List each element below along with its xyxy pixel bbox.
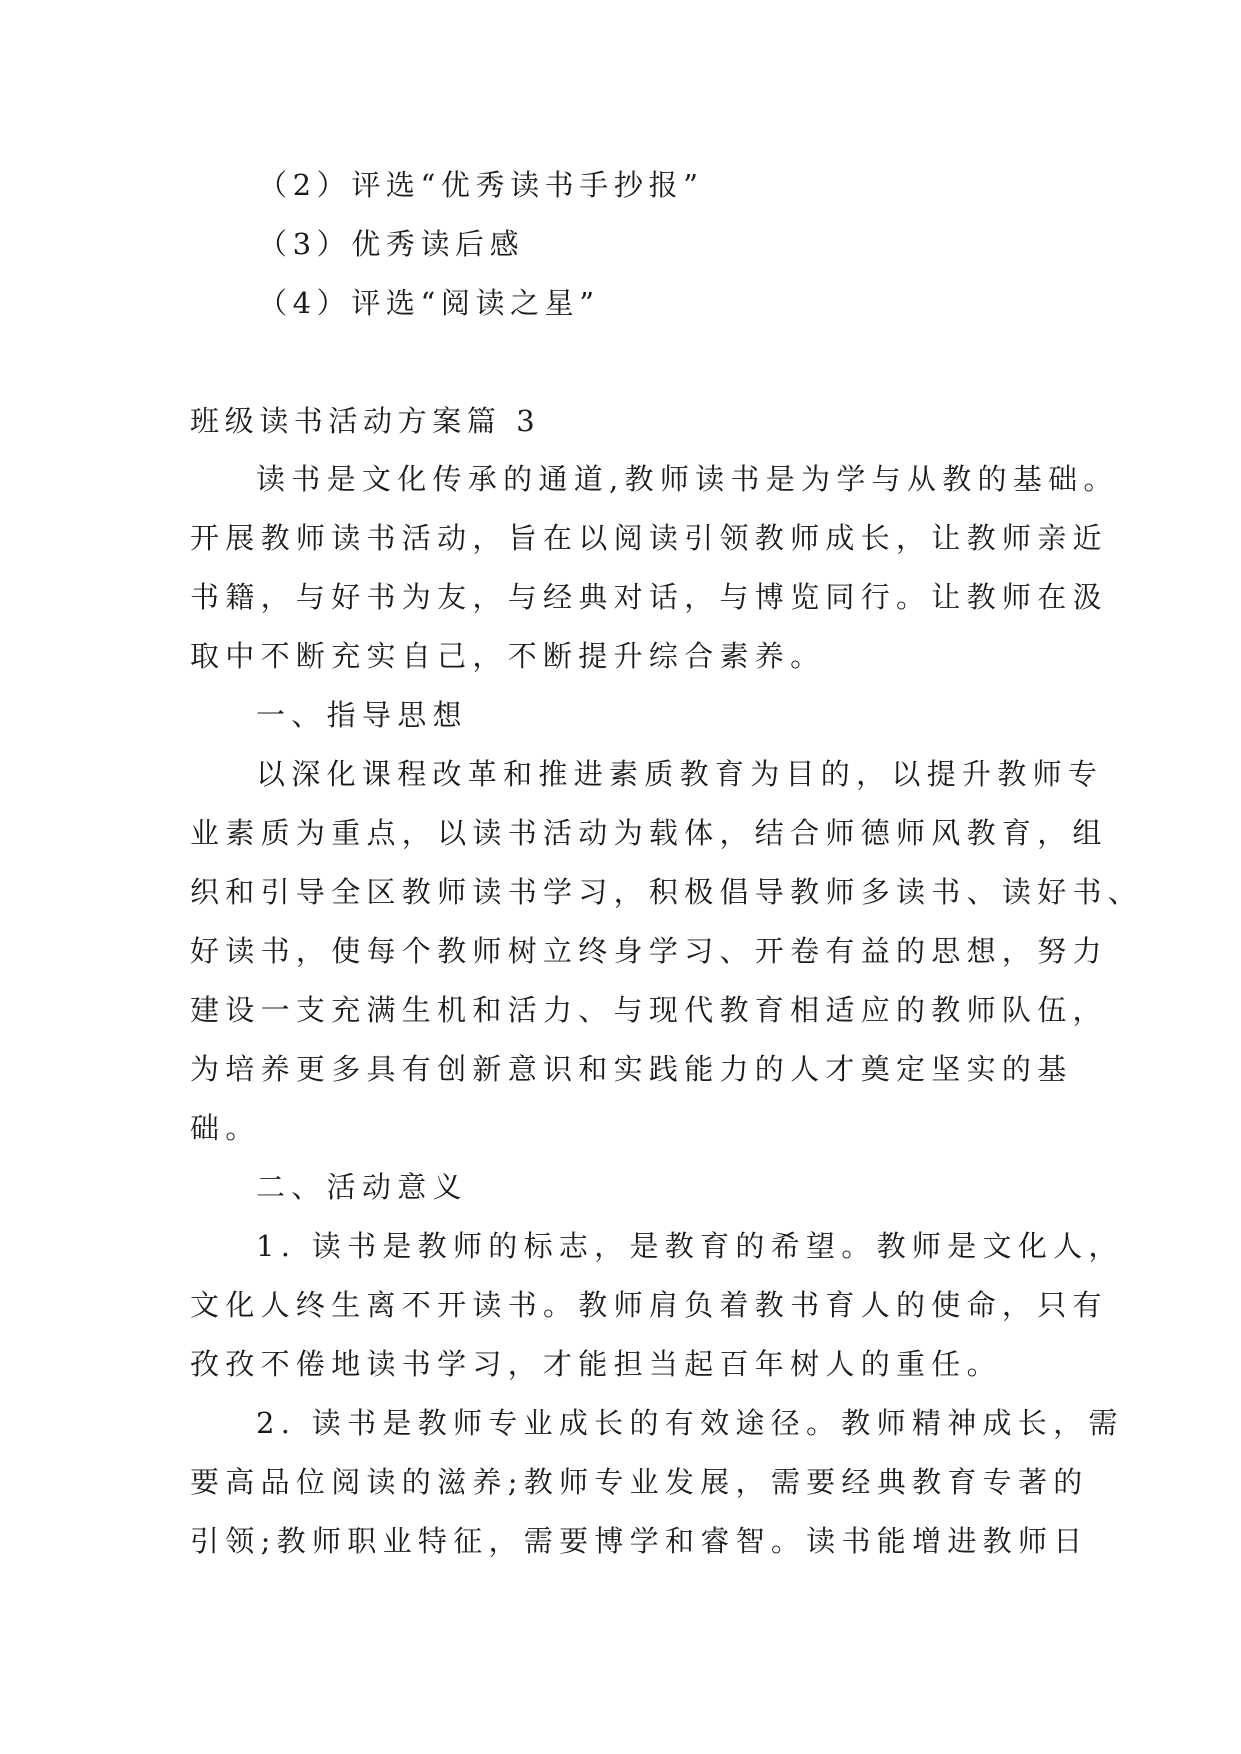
paragraph-line: 2. 读书是教师专业成长的有效途径。教师精神成长，需 (256, 1406, 1124, 1440)
paragraph-line: 文化人终生离不开读书。教师肩负着教书育人的使命，只有 (190, 1288, 1108, 1322)
paragraph-line: 好读书，使每个教师树立终身学习、开卷有益的思想，努力 (190, 934, 1108, 968)
list-item: （4）评选“阅读之星” (258, 286, 600, 320)
paragraph-line: 开展教师读书活动，旨在以阅读引领教师成长，让教师亲近 (190, 521, 1108, 555)
paragraph-line: 1. 读书是教师的标志，是教育的希望。教师是文化人， (256, 1229, 1124, 1263)
paragraph-line: 织和引导全区教师读书学习，积极倡导教师多读书、读好书、 (190, 875, 1144, 909)
list-item: （3）优秀读后感 (258, 227, 525, 261)
paragraph-line: 础。 (190, 1111, 261, 1145)
paragraph-line: 以深化课程改革和推进素质教育为目的，以提升教师专 (256, 757, 1104, 791)
paragraph-line: 业素质为重点，以读书活动为载体，结合师德师风教育，组 (190, 816, 1108, 850)
paragraph-line: 取中不断充实自己，不断提升综合素养。 (190, 639, 826, 673)
section-heading: 二、活动意义 (256, 1170, 468, 1204)
paragraph-line: 孜孜不倦地读书学习，才能担当起百年树人的重任。 (190, 1347, 1002, 1381)
paragraph-line: 要高品位阅读的滋养;教师专业发展，需要经典教育专著的 (190, 1465, 1089, 1499)
paragraph-line: 建设一支充满生机和活力、与现代教育相适应的教师队伍， (190, 993, 1108, 1027)
section-title: 班级读书活动方案篇 3 (190, 404, 541, 438)
section-heading: 一、指导思想 (256, 698, 468, 732)
paragraph-line: 引领;教师职业特征，需要博学和睿智。读书能增进教师日 (190, 1524, 1089, 1558)
list-item: （2）评选“优秀读书手抄报” (258, 168, 704, 202)
paragraph-line: 书籍，与好书为友，与经典对话，与博览同行。让教师在汲 (190, 580, 1108, 614)
paragraph-line: 读书是文化传承的通道,教师读书是为学与从教的基础。 (256, 462, 1119, 496)
paragraph-line: 为培养更多具有创新意识和实践能力的人才奠定坚实的基 (190, 1052, 1073, 1086)
